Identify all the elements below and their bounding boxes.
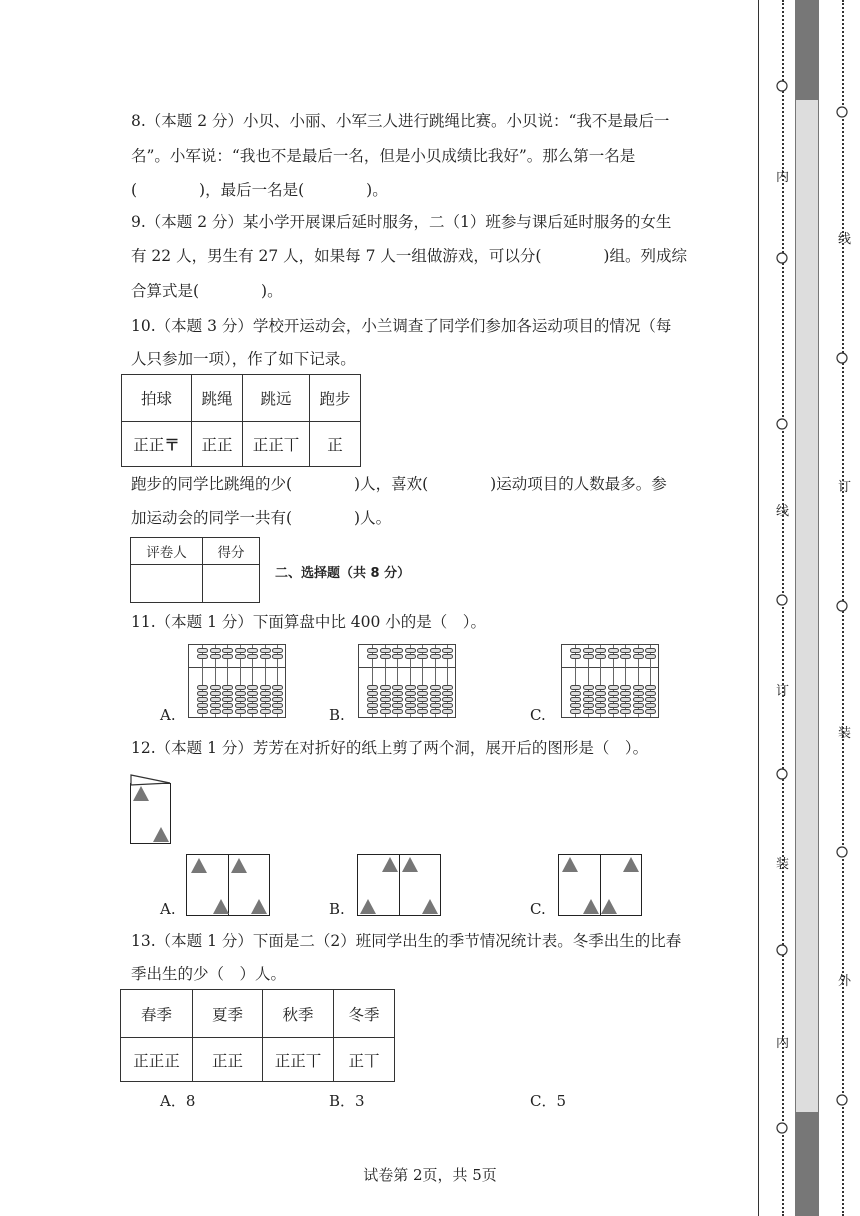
q10-line2: 人只参加一项），作了如下记录。 — [131, 350, 356, 368]
q10-tally-cell — [122, 422, 192, 467]
q10-tally-extra: 〒 — [164, 435, 180, 454]
abacus-c — [561, 644, 659, 718]
q11-option-b[interactable]: B. — [329, 706, 345, 724]
q10-line3: 跑步的同学比跳绳的少( )人，喜欢( )运动项目的人数最多。参 — [131, 475, 667, 493]
q9-line2: 有 22 人，男生有 27 人，如果每 7 人一组做游戏，可以分( )组。列成综 — [131, 247, 687, 265]
margin-label-inner: 内 — [776, 1036, 790, 1051]
q13-header: 秋季 — [263, 990, 334, 1038]
q12-text: 12.（本题 1 分）芳芳在对折好的纸上剪了两个洞，展开后的图形是（ ）。 — [131, 739, 649, 757]
page-footer: 试卷第 2页，共 5页 — [363, 1166, 497, 1184]
q13-line1: 13.（本题 1 分）下面是二（2）班同学出生的季节情况统计表。冬季出生的比春 — [131, 932, 682, 950]
grader-table — [130, 537, 260, 603]
q12-option-b[interactable]: B. — [329, 900, 345, 918]
section-title: 二、选择题（共 8 分） — [275, 566, 411, 581]
q13-header: 春季 — [121, 990, 193, 1038]
q8-line2: 名”。小军说：“我也不是最后一名，但是小贝成绩比我好”。那么第一名是 — [131, 147, 636, 165]
q8-line3: ( )，最后一名是( )。 — [131, 181, 388, 199]
margin-label-inner: 订 — [776, 684, 790, 699]
q10-tally: 正正 — [133, 436, 165, 454]
unfolded-a — [186, 854, 270, 916]
q13-option-c[interactable]: C．5 — [530, 1092, 567, 1110]
margin-label-inner: 线 — [776, 504, 790, 519]
q13-tally: 正丅 — [334, 1038, 395, 1082]
q13-line2: 季出生的少（ ）人。 — [131, 965, 287, 983]
q13-option-a[interactable]: A．8 — [160, 1092, 196, 1110]
q10-header: 跳远 — [243, 375, 310, 422]
score-cell — [203, 565, 260, 603]
margin-label-outer: 外 — [838, 974, 852, 989]
q11-option-c[interactable]: C. — [530, 706, 546, 724]
q11-text: 11.（本题 1 分）下面算盘中比 400 小的是（ ）。 — [131, 613, 487, 631]
fold-flap — [130, 774, 172, 786]
q13-header: 冬季 — [334, 990, 395, 1038]
unfolded-c — [558, 854, 642, 916]
q10-tally: 正正丅 — [243, 422, 310, 467]
margin-label-inner: 内 — [776, 170, 790, 185]
margin-label-inner: 装 — [776, 857, 790, 872]
q13-table — [120, 989, 395, 1082]
q10-tally: 正正 — [192, 422, 243, 467]
q10-line4: 加运动会的同学一共有( )人。 — [131, 509, 392, 527]
q10-line1: 10.（本题 3 分）学校开运动会，小兰调查了同学们参加各运动项目的情况（每 — [131, 317, 672, 335]
score-label: 得分 — [203, 538, 260, 565]
q10-header: 跑步 — [310, 375, 361, 422]
q8-line1: 8.（本题 2 分）小贝、小丽、小军三人进行跳绳比赛。小贝说：“我不是最后一 — [131, 112, 670, 130]
margin-label-outer: 订 — [838, 480, 852, 495]
folded-paper — [130, 783, 171, 844]
grader-label: 评卷人 — [131, 538, 203, 565]
q9-line3: 合算式是( )。 — [131, 282, 283, 300]
abacus-b — [358, 644, 456, 718]
hole-triangle — [153, 827, 169, 842]
q9-line1: 9.（本题 2 分）某小学开展课后延时服务，二（1）班参与课后延时服务的女生 — [131, 213, 672, 231]
unfolded-b — [357, 854, 441, 916]
margin-label-outer: 装 — [838, 726, 852, 741]
q13-tally: 正正 — [193, 1038, 263, 1082]
q10-table — [121, 374, 361, 467]
margin-label-outer: 线 — [838, 232, 852, 247]
margin-circles — [770, 0, 860, 1216]
q13-header: 夏季 — [193, 990, 263, 1038]
q12-option-c[interactable]: C. — [530, 900, 546, 918]
abacus-a — [188, 644, 286, 718]
q10-tally: 正 — [310, 422, 361, 467]
q13-option-b[interactable]: B．3 — [329, 1092, 365, 1110]
q13-tally: 正正正 — [121, 1038, 193, 1082]
hole-triangle — [133, 786, 149, 801]
q13-tally: 正正丅 — [263, 1038, 334, 1082]
q11-option-a[interactable]: A. — [160, 706, 176, 724]
q12-option-a[interactable]: A. — [160, 900, 176, 918]
grader-cell — [131, 565, 203, 603]
q10-header: 跳绳 — [192, 375, 243, 422]
q10-header: 拍球 — [122, 375, 192, 422]
